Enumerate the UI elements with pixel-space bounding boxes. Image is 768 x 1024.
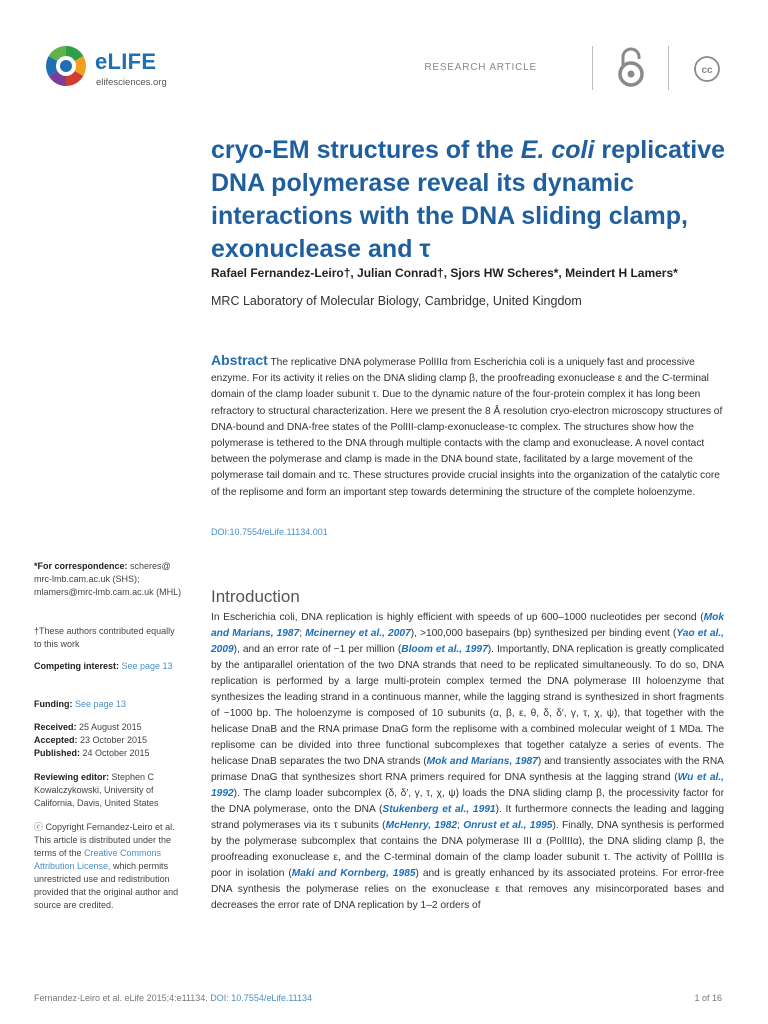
author-list: Rafael Fernandez-Leiro†, Julian Conrad†, Sjors HW Scheres*, Meindert H Lamers* [211,266,678,280]
creative-commons-icon[interactable] [693,55,721,83]
article-type-label: RESEARCH ARTICLE [424,62,537,73]
abstract [211,352,726,501]
svg-text:cc: cc [701,65,713,76]
citation-link[interactable]: McHenry, 1982 [385,820,458,831]
page-number: 1 of 16 [694,993,722,1003]
accepted-label: Accepted: [34,735,78,745]
intro-text: ). Finally, DNA synthesis is performed by the polymerase subcomplex that contains the DNA polymerase III α (PolIIIα), the DNA sliding clamp β, the proofreading exonuclease ε, and the C-terminal domain of the clamp loader subunit τ. The activity of PolIIIα is poor in isolation ( [211,820,724,879]
citation-link[interactable]: Mok and Marians, 1987 [426,756,538,767]
abstract-doi-link[interactable]: DOI:10.7554/eLife.11134.001 [211,527,328,537]
received-label: Received: [34,722,77,732]
copyright-text-end: which permits unrestricted use and redistribution provided that the original author and source are credited. [34,861,179,910]
footer-citation [34,993,312,1003]
citation-link[interactable]: Stukenberg et al., 1991 [382,804,496,815]
citation-link[interactable]: Yao et al., 2009 [211,628,724,655]
intro-text: ). It furthermore connects the leading and lagging strand polymerases via its τ subunits ( [211,804,724,831]
introduction-heading: Introduction [211,587,300,606]
intro-text: ; [457,820,464,831]
open-access-icon[interactable] [614,45,648,89]
dates-block [34,721,184,760]
editor-name: Stephen C Kowalczykowski, University of California, Davis, United States [34,772,159,808]
intro-text: In Escherichia coli, DNA replication is highly efficient with speeds of up 600–1000 nucleotides per second ( [211,612,704,623]
correspondence-label: *For correspondence: [34,561,128,571]
article-title [211,134,731,266]
intro-text: ), and an error rate of ~1 per million ( [233,644,402,655]
affiliation: MRC Laboratory of Molecular Biology, Cambridge, United Kingdom [211,294,582,308]
competing-label: Competing interest: [34,661,120,671]
intro-text: ). The clamp loader subcomplex (δ, δ′, γ, τ, χ, ψ) loads the DNA sliding clamp β, the processivity factor for the DNA polymerase, onto the DNA ( [211,788,724,815]
elife-logo[interactable] [44,44,214,94]
intro-text: ), >100,000 basepairs (bp) synthesized per binding event ( [410,628,677,639]
competing-link[interactable]: See page 13 [119,661,173,671]
funding-note [34,698,184,711]
license-link[interactable]: Creative Commons Attribution License, [34,848,162,871]
elife-logo-mark-icon [44,44,88,88]
header-divider [668,46,669,90]
title-part: cryo-EM structures of the [211,136,521,164]
citation-link[interactable]: Bloom et al., 1997 [401,644,488,655]
citation-link[interactable]: Mok and Marians, 1987 [211,612,724,639]
title-part: replicative DNA polymerase reveal its dynamic interactions with the DNA sliding clamp, exonuclease and τ [211,136,726,263]
citation-link[interactable]: Onrust et al., 1995 [463,820,553,831]
abstract-heading: Abstract [211,352,268,368]
footer-doi-link[interactable]: DOI: 10.7554/eLife.11134 [207,993,313,1003]
funding-label: Funding: [34,699,73,709]
intro-text: ) and is greatly enhanced by its associated proteins. For error-free DNA synthesis the polymerase relies on the exonuclease ε that removes any misincorporated bases and decreases the error rate of DNA replication by 1–2 orders of [211,868,724,911]
equal-contribution-text: †These authors contributed equally to this work [34,626,175,649]
accepted-date: 23 October 2015 [77,735,148,745]
correspondence-note [34,560,184,599]
competing-interest [34,660,184,673]
title-italic: E. coli [520,136,595,164]
reviewing-editor [34,771,184,810]
footer-citation-text: Fernandez-Leiro et al. eLife 2015;4:e11134. [34,993,208,1003]
citation-link[interactable]: Wu et al., 1992 [211,772,724,799]
editor-label: Reviewing editor: [34,772,110,782]
copyright-text: ⓒ Copyright Fernandez-Leiro et al. This article is distributed under the terms of the [34,822,175,858]
copyright-note [34,821,184,912]
funding-link[interactable]: See page 13 [72,699,127,709]
published-date: 24 October 2015 [80,748,150,758]
intro-text: ; [299,628,306,639]
abstract-text: The replicative DNA polymerase PolIIIα from Escherichia coli is a uniquely fast and processive enzyme. For its activity it relies on the DNA sliding clamp β, the proofreading exonuclease ε and the C-terminal domain of the clamp loader subunit τ. Due to the dynamic nature of the four-protein complex it has long been refractory to structural characterization. Here we present the 8 Å resolution cryo-electron microscopy structures of DNA-bound and DNA-free states of the PolIII-clamp-exonuclease-τc complex. The structures show how the polymerase is tethered to the DNA through multiple contacts with the clamp and exonuclease. A novel contact between the polymerase and clamp is made in the DNA bound state, facilitated by a large movement of the polymerase tail domain and τc. These structures provide crucial insights into the organization of the catalytic core of the replisome and form an important step towards determining the structure of the complete holoenzyme. [211,357,723,498]
logo-name: eLIFE [95,49,157,74]
logo-url[interactable]: elifesciences.org [96,77,167,88]
header-divider [592,46,593,90]
published-label: Published: [34,748,81,758]
equal-contribution-note [34,625,184,651]
citation-link[interactable]: Maki and Kornberg, 1985 [291,868,416,879]
received-date: 25 August 2015 [76,722,142,732]
citation-link[interactable]: Mcinerney et al., 2007 [305,628,411,639]
intro-text: ) and transiently associates with the RNA primase DnaG that synthesizes short RNA primers required for DNA synthesis at the lagging strand ( [211,756,724,783]
introduction-paragraph [211,610,724,914]
correspondence-emails[interactable]: scheres@ mrc-lmb.cam.ac.uk (SHS); mlamers@mrc-lmb.cam.ac.uk (MHL) [34,561,182,597]
intro-text: ). Importantly, DNA replication is greatly complicated by the antiparallel orientation of the two DNA strands that need to be replicated simultaneously. To do so, DNA replication is performed by a large multi-protein complex termed the DNA polymerase III holoenzyme that synthesizes the leading strand in a continuous manner, while the lagging strand is synthesized in short fragments of ~1000 bp. The holoenzyme is composed of 10 subunits (α, β, ε, θ, δ, δ′, γ, τ, χ, ψ), that together with the helicase DnaB and the RNA primase DnaG form the replisome with a combined molecular weight of 1 MDa. The replisome can be divided into three functional subcomplexes that together catalyze a series of events. The helicase DnaB separates the two DNA strands ( [211,644,724,767]
